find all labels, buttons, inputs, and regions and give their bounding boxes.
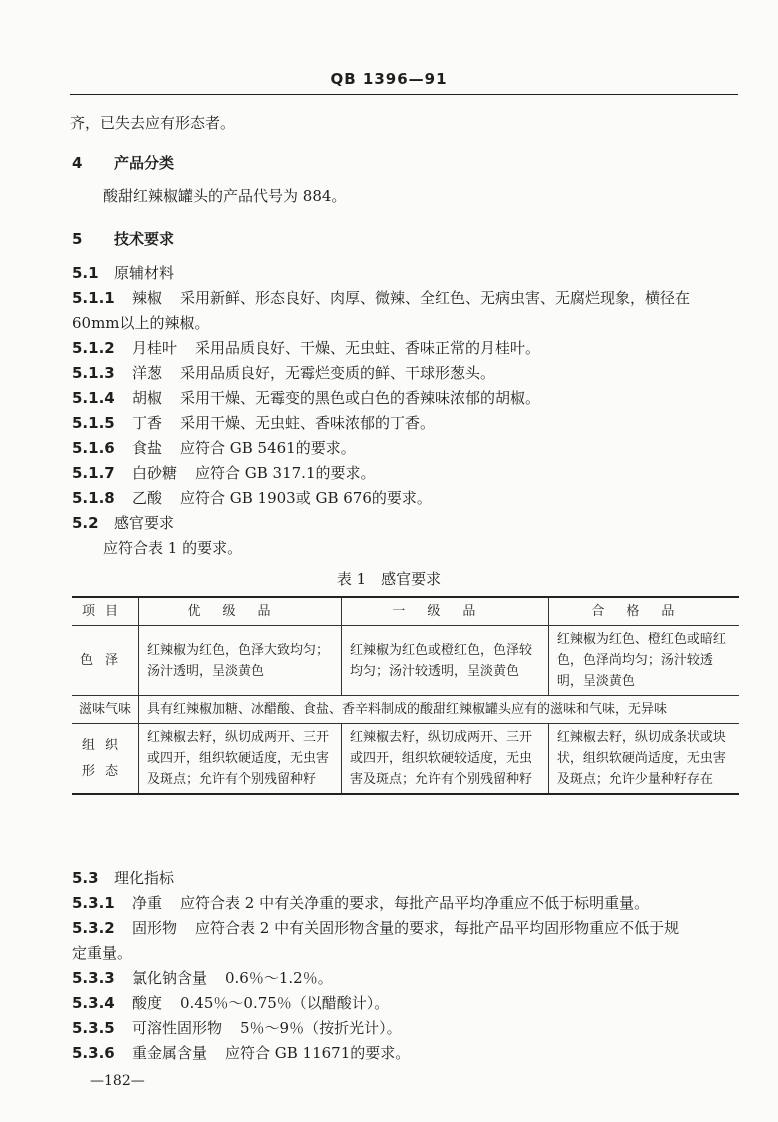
clause-text: 应符合表 2 中有关净重的要求，每批产品平均净重应不低于标明重量。 [180,894,650,912]
clause-number: 5.1.1 [72,289,115,307]
section-number: 5 [72,230,83,248]
header-rule [70,94,738,95]
clause-text: 采用品质良好，无霉烂变质的鲜、干球形葱头。 [180,364,496,382]
clause-number: 5.1.2 [72,339,115,357]
clause-term: 丁香 [132,414,163,432]
clause [72,463,375,483]
clause-title: 理化指标 [114,869,175,887]
clause-number: 5.1.7 [72,464,115,482]
clause-continuation: 60mm以上的辣椒。 [72,314,210,332]
section-title: 产品分类 [114,154,175,172]
continued-text: 齐，已失去应有形态者。 [70,114,236,132]
clause [72,488,432,508]
table-cell: 红辣椒为红色，色泽大致均匀；汤汁透明，呈淡黄色 [139,626,342,696]
clause-number: 5.3.2 [72,919,115,937]
section-number: 4 [72,154,83,172]
table-cell: 红辣椒去籽，纵切成条状或块状，组织软硬尚适度，无虫害及斑点；允许少量种籽存在 [548,724,739,795]
clause-number: 5.1.8 [72,489,115,507]
clause-text: 5％～9％（按折光计）。 [240,1019,402,1037]
table-cell: 红辣椒为红色或橙红色，色泽较均匀；汤汁较透明，呈淡黄色 [341,626,548,696]
clause-number: 5.3 [72,869,99,887]
section-heading [72,153,174,173]
clause-number: 5.3.1 [72,894,115,912]
clause-term: 可溶性固形物 [132,1019,223,1037]
clause-text: 0.45％～0.75％（以醋酸计）。 [180,994,390,1012]
table-header-row [72,597,739,626]
clause-text: 应符合 GB 5461的要求。 [180,439,356,457]
header-item: 项目 [72,597,139,626]
header-qualified: 合格品 [548,597,739,626]
clause-term: 洋葱 [132,364,163,382]
table-cell-merged: 具有红辣椒加糖、冰醋酸、食盐、香辛料制成的酸甜红辣椒罐头应有的滋味和气味，无异味 [139,696,740,724]
section-heading [72,229,174,249]
section-title: 技术要求 [114,230,175,248]
clause-term: 乙酸 [132,489,163,507]
clause-term: 月桂叶 [132,339,178,357]
table-row-color [72,626,739,696]
clause [72,288,690,308]
clause-term: 胡椒 [132,389,163,407]
clause-number: 5.3.4 [72,994,115,1012]
clause-number: 5.1.3 [72,364,115,382]
table-cell: 红辣椒为红色、橙红色或暗红色，色泽尚均匀；汤汁较透明，呈淡黄色 [548,626,739,696]
clause-text: 应符合表 2 中有关固形物含量的要求，每批产品平均固形物重应不低于规 [195,919,680,937]
clause-title: 原辅材料 [114,264,175,282]
clause-text: 0.6％～1.2％。 [225,969,333,987]
clause-term: 酸度 [132,994,163,1012]
clause-number: 5.1.5 [72,414,115,432]
table-row-texture [72,724,739,795]
clause [72,388,540,408]
clause [72,893,649,913]
clause-term: 辣椒 [132,289,163,307]
sensory-requirements-table [72,596,739,795]
clause [72,438,356,458]
clause-continuation: 定重量。 [72,944,133,962]
clause-title: 感官要求 [114,514,175,532]
clause-term: 重金属含量 [132,1044,208,1062]
clause-text: 采用品质良好、干燥、无虫蛀、香味正常的月桂叶。 [195,339,541,357]
clause-number: 5.1.4 [72,389,115,407]
clause-number: 5.2 [72,514,99,532]
clause [72,1018,402,1038]
clause-text: 采用干燥、无霉变的黑色或白色的香辣味浓郁的胡椒。 [180,389,541,407]
clause-term: 白砂糖 [132,464,178,482]
clause-number: 5.1.6 [72,439,115,457]
paragraph: 酸甜红辣椒罐头的产品代号为 884。 [103,187,347,205]
clause [72,263,174,283]
clause-text: 应符合 GB 317.1的要求。 [195,464,376,482]
clause [72,993,389,1013]
clause-term: 氯化钠含量 [132,969,208,987]
clause [72,413,435,433]
clause-text: 应符合 GB 1903或 GB 676的要求。 [180,489,432,507]
row-label: 色泽 [72,626,139,696]
standard-code: QB 1396—91 [330,70,448,88]
page-number: —182— [90,1073,145,1089]
clause-text: 应符合 GB 11671的要求。 [225,1044,411,1062]
clause-term: 固形物 [132,919,178,937]
table-cell: 红辣椒去籽，纵切成两开、三开或四开，组织软硬较适度，无虫害及斑点；允许有个别残留种籽 [341,724,548,795]
clause [72,513,174,533]
clause-number: 5.1 [72,264,99,282]
table-cell: 红辣椒去籽，纵切成两开、三开或四开，组织软硬适度，无虫害及斑点；允许有个别残留种籽 [139,724,342,795]
row-label: 滋味气味 [72,696,139,724]
clause-term: 食盐 [132,439,163,457]
clause-text: 采用干燥、无虫蛀、香味浓郁的丁香。 [180,414,436,432]
clause [72,1043,410,1063]
clause-term: 净重 [132,894,163,912]
clause-text: 采用新鲜、形态良好、肉厚、微辣、全红色、无病虫害、无腐烂现象，横径在 [180,289,691,307]
clause-number: 5.3.6 [72,1044,115,1062]
clause [72,338,540,358]
table-row-taste [72,696,739,724]
paragraph: 应符合表 1 的要求。 [103,539,243,557]
clause [72,868,174,888]
clause [72,968,333,988]
clause [72,918,679,938]
header-premium: 优级品 [139,597,342,626]
clause-number: 5.3.3 [72,969,115,987]
clause [72,363,495,383]
table-caption: 表 1 感官要求 [336,570,442,588]
row-label: 组织形态 [72,724,139,795]
header-first-grade: 一级品 [341,597,548,626]
clause-number: 5.3.5 [72,1019,115,1037]
